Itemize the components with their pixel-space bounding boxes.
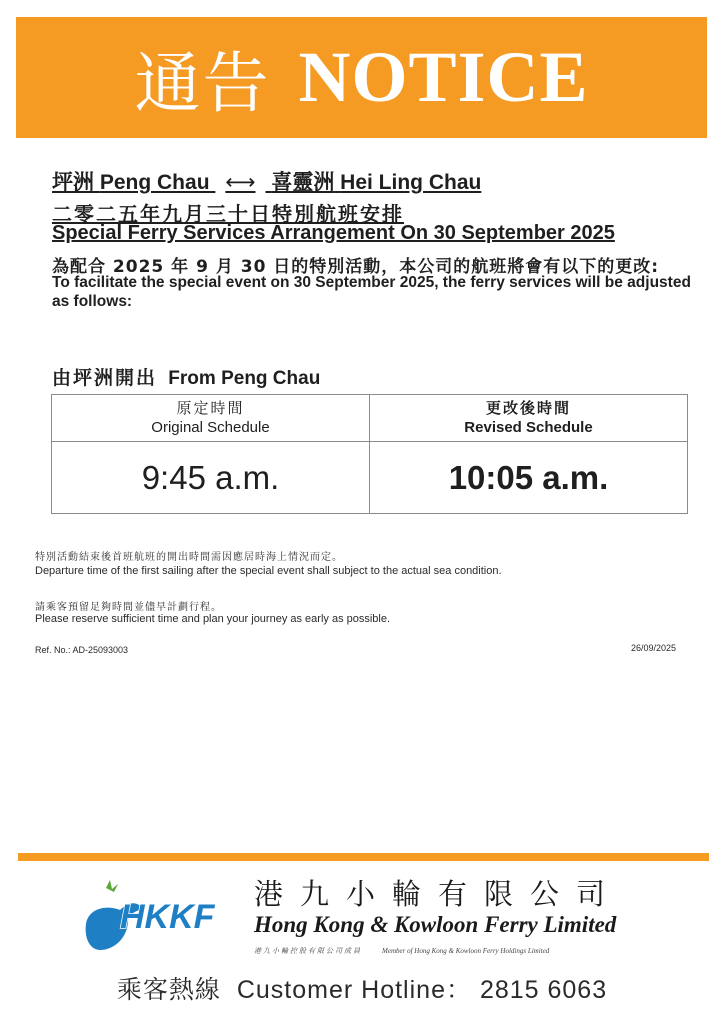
company-name-zh: 港九小輪有限公司 [254,877,623,911]
route-heading [52,166,481,196]
hotline-label-zh: 乘客熱線 [116,975,221,1004]
header-revised-zh: 更改後時間 [485,399,571,417]
hotline-label-en: Customer Hotline： [236,976,472,1004]
revised-time-value: 10:05 a.m. [370,442,688,514]
note-reserve-time-zh: 請乘客預留足夠時間並儘早計劃行程。 [35,602,222,613]
table-header-row [52,395,688,442]
special-date-heading-en: Special Ferry Services Arrangement On 30 September 2025 [52,222,615,244]
note-sea-condition-zh: 特別活動結束後首班航班的開出時間需因應居時海上情況而定。 [35,552,343,563]
section-from-zh: 由坪洲開出 [52,367,158,389]
header-original-zh: 原定時間 [176,399,245,417]
route-to-zh: 喜靈洲 [271,170,335,194]
route-to-en: Hei Ling Chau [340,171,482,194]
route-from-en: Peng Chau [99,171,210,194]
header-original-en: Original Schedule [151,419,270,436]
reference-number: Ref. No.: AD-25093003 [35,645,129,655]
logo-text: HKKF [120,898,215,936]
notice-banner [16,17,707,138]
company-name-en: Hong Kong & Kowloon Ferry Limited [254,912,617,937]
member-en: Member of Hong Kong & Kowloon Ferry Holdings Limited [382,947,550,955]
schedule-table [51,394,688,514]
special-date-heading-zh: 二零二五年九月三十日特別航班安排 [52,202,404,226]
issue-date: 26/09/2025 [630,643,676,653]
route-from-zh: 坪洲 [52,170,94,194]
member-zh: 港九小輪控股有限公司成員 [254,947,362,955]
intro-text-zh: 為配合 2025 年 9 月 30 日的特別活動，本公司的航班將會有以下的更改: [52,257,660,277]
table-row [52,442,688,514]
section-from-en: From Peng Chau [168,368,321,389]
customer-hotline [0,970,724,1006]
company-member-line [254,946,549,956]
hotline-number: 2815 6063 [479,976,608,1004]
header-original [52,395,370,442]
section-heading [52,363,320,390]
hkkf-logo-icon [84,880,234,954]
header-revised [370,395,688,442]
note-reserve-time-en: Please reserve sufficient time and plan your journey as early as possible. [35,613,391,625]
intro-text-en: To facilitate the special event on 30 September 2025, the ferry services will be adjusted as follows: [52,274,691,310]
banner-title-en: NOTICE [298,37,589,117]
note-sea-condition-en: Departure time of the first sailing after the special event shall subject to the actual sea condition. [35,565,502,577]
original-time-value: 9:45 a.m. [52,442,370,514]
double-arrow-icon: ⟷ [225,171,256,194]
banner-title-zh: 通告 [134,45,271,122]
footer-divider [18,853,709,861]
header-revised-en: Revised Schedule [464,419,593,436]
